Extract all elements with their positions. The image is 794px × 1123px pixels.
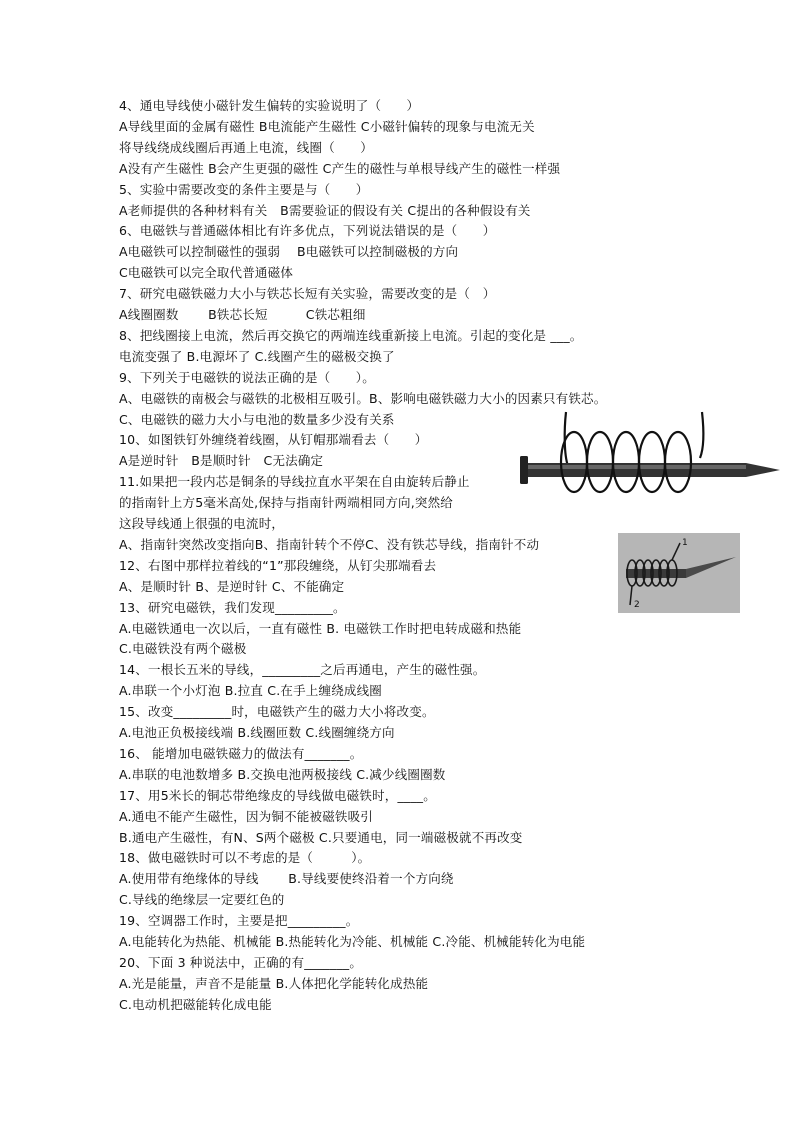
question-14: 14、一根长五米的导线，_________之后再通电，产生的磁性强。 [119, 662, 486, 677]
question-11-line1: 11.如果把一段内芯是铜条的导线拉直水平架在自由旋转后静止 [119, 474, 470, 489]
question-20-option-c: C.电动机把磁能转化成电能 [119, 997, 272, 1012]
question-18-option-c: C.导线的绝缘层一定要红色的 [119, 892, 285, 907]
question-12-options: A、是顺时针 B、是逆时针 C、不能确定 [119, 579, 345, 594]
question-13: 13、研究电磁铁，我们发现_________。 [119, 600, 346, 615]
question-15-options: A.电池正负极接线端 B.线圈匝数 C.线圈缠绕方向 [119, 725, 395, 740]
question-7-options: A线圈圈数 B铁芯长短 C铁芯粗细 [119, 307, 366, 322]
question-11-line2: 的指南针上方5毫米高处,保持与指南针两端相同方向,突然给 [119, 495, 454, 510]
label-1: 1 [682, 538, 688, 548]
question-16: 16、 能增加电磁铁磁力的做法有_______。 [119, 746, 363, 761]
nail-coil-figure [518, 410, 780, 502]
question-6-options-ab: A电磁铁可以控制磁性的强弱 B电磁铁可以控制磁极的方向 [119, 244, 459, 259]
question-13-options-ab: A.电磁铁通电一次以后，一直有磁性 B. 电磁铁工作时把电转成磁和热能 [119, 621, 522, 636]
question-8: 8、把线圈接上电流，然后再交换它的两端连线重新接上电流。引起的变化是 ___。 [119, 328, 583, 343]
question-7: 7、研究电磁铁磁力大小与铁芯长短有关实验，需要改变的是（ ） [119, 286, 496, 301]
question-9-options-ab: A、电磁铁的南极会与磁铁的北极相互吸引。B、影响电磁铁磁力大小的因素只有铁芯。 [119, 391, 607, 406]
question-17-options-bc: B.通电产生磁性，有N、S两个磁极 C.只要通电，同一端磁极就不再改变 [119, 830, 523, 845]
label-2: 2 [634, 600, 640, 610]
question-8-options: 电流变强了 B.电源坏了 C.线圈产生的磁极交换了 [119, 349, 395, 364]
question-20: 20、下面 3 种说法中，正确的有_______。 [119, 955, 363, 970]
question-19-options: A.电能转化为热能、机械能 B.热能转化为冷能、机械能 C.冷能、机械能转化为电能 [119, 934, 586, 949]
question-11-options: A、指南针突然改变指向B、指南针转个不停C、没有铁芯导线，指南针不动 [119, 537, 540, 552]
question-19: 19、空调器工作时，主要是把_________。 [119, 913, 359, 928]
question-11-line3: 这段导线通上很强的电流时， [119, 516, 285, 531]
question-17-option-a: A.通电不能产生磁性，因为铜不能被磁铁吸引 [119, 809, 374, 824]
question-4-options: A导线里面的金属有磁性 B电流能产生磁性 C小磁针偏转的现象与电流无关 [119, 119, 535, 134]
question-16-options: A.串联的电池数增多 B.交换电池两极接线 C.减少线圈圈数 [119, 767, 446, 782]
question-9-option-c: C、电磁铁的磁力大小与电池的数量多少没有关系 [119, 412, 395, 427]
question-18: 18、做电磁铁时可以不考虑的是（ ）。 [119, 850, 371, 865]
question-12: 12、右图中那样拉着线的“1”那段缠绕，从钉尖那端看去 [119, 558, 437, 573]
question-15: 15、改变_________时，电磁铁产生的磁力大小将改变。 [119, 704, 435, 719]
question-18-options-ab: A.使用带有绝缘体的导线 B.导线要使终沿着一个方向绕 [119, 871, 454, 886]
question-9: 9、下列关于电磁铁的说法正确的是（ ）。 [119, 370, 375, 385]
question-20-options-ab: A.光是能量，声音不是能量 B.人体把化学能转化成热能 [119, 976, 429, 991]
question-10: 10、如图铁钉外缠绕着线圈，从钉帽那端看去（ ） [119, 432, 428, 447]
question-4: 4、通电导线使小磁针发生偏转的实验说明了（ ） [119, 98, 420, 113]
question-coil-stem: 将导线绕成线圈后再通上电流，线圈（ ） [119, 140, 374, 155]
question-6: 6、电磁铁与普通磁体相比有许多优点，下列说法错误的是（ ） [119, 223, 496, 238]
question-10-options: A是逆时针 B是顺时针 C无法确定 [119, 453, 324, 468]
question-6-option-c: C电磁铁可以完全取代普通磁体 [119, 265, 294, 280]
question-17: 17、用5米长的铜芯带绝缘皮的导线做电磁铁时，____。 [119, 788, 436, 803]
question-5-options: A老师提供的各种材料有关 B需要验证的假设有关 C提出的各种假设有关 [119, 203, 531, 218]
coil-photo-figure [618, 533, 740, 613]
question-coil-options: A没有产生磁性 B会产生更强的磁性 C产生的磁性与单根导线产生的磁性一样强 [119, 161, 561, 176]
question-13-option-c: C.电磁铁没有两个磁极 [119, 641, 247, 656]
question-14-options: A.串联一个小灯泡 B.拉直 C.在手上缠绕成线圈 [119, 683, 383, 698]
question-5: 5、实验中需要改变的条件主要是与（ ） [119, 182, 369, 197]
